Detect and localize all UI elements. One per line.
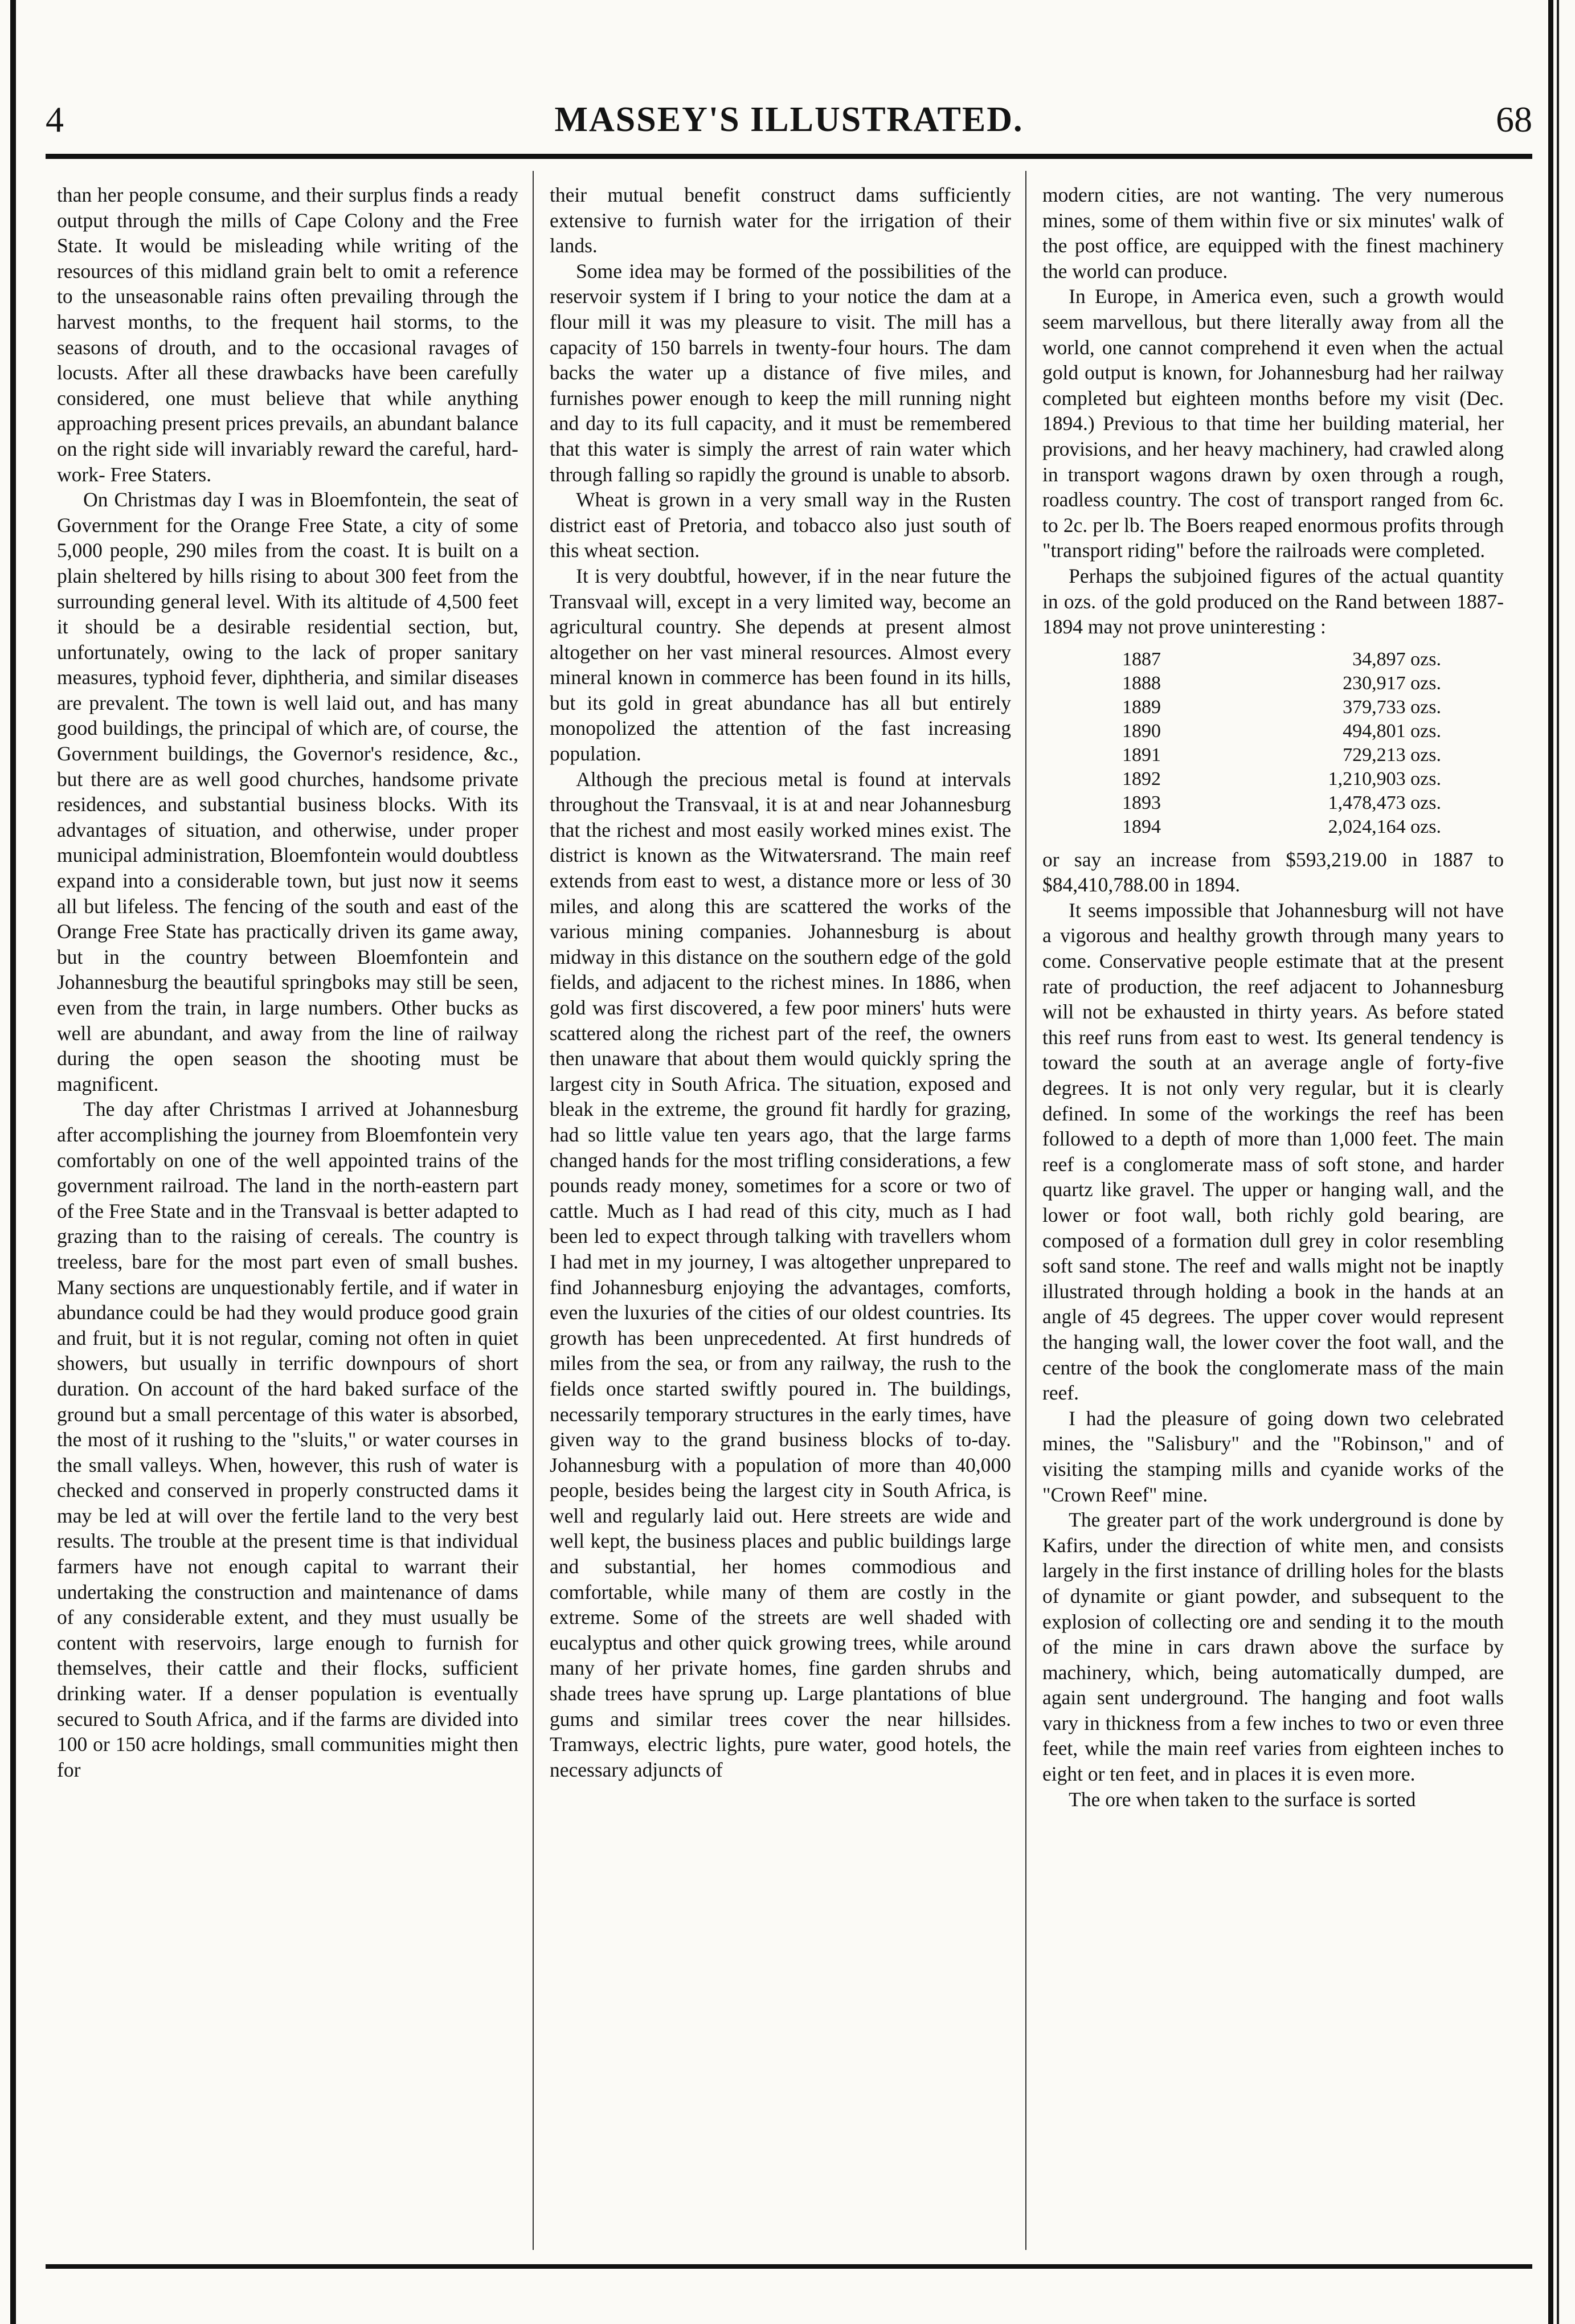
table-amount: 2,024,164 ozs.: [1328, 816, 1441, 837]
page-frame-left: [10, 0, 16, 2324]
table-amount: 230,917 ozs.: [1343, 672, 1441, 694]
table-row: [1122, 767, 1441, 791]
table-amount: 729,213 ozs.: [1343, 744, 1441, 766]
gold-output-table: [1122, 648, 1441, 839]
paragraph: or say an increase from $593,219.00 in 1887 to $84,410,788.00 in 1894.: [1042, 848, 1504, 897]
page-frame-right: [1548, 0, 1553, 2324]
table-year: 1890: [1122, 720, 1161, 742]
column-divider: [533, 171, 534, 2250]
paragraph: The ore when taken to the surface is sorted: [1069, 1787, 1416, 1811]
text-column-2: [550, 182, 1011, 2250]
text-column-1: [57, 182, 518, 2250]
page-number-right: 68: [1496, 99, 1532, 140]
paragraph: their mutual benefit construct dams sufficiently extensive to furnish water for the irrigation of their lands.: [550, 183, 1011, 257]
paragraph: It is very doubtful, however, if in the near future the Transvaal will, except in a very limited way, become an agricultural country. She depends at present almost altogether on her vast mineral resources. Almost every mineral known in commerce has been found in its hills, but its gold in great abundance has all but entirely monopolized the attention of the fast increasing population.: [550, 564, 1011, 766]
table-year: 1892: [1122, 768, 1161, 789]
paragraph: than her people consume, and their surplus finds a ready output through the mills of Cape Colony and the Free State. It would be misleading while writing of the resources of this midland grain belt to omit a reference to the unseasonable rains often prevailing through the harvest months, to the frequent hail storms, to the seasons of drouth, and to the occasional ravages of locusts. After all these drawbacks have been carefully considered, one must believe that while anything approaching present prices prevails, an abundant balance on the right side will invariably reward the careful, hard-work- Free Staters.: [57, 183, 518, 486]
table-row: [1122, 743, 1441, 767]
paragraph: Wheat is grown in a very small way in the Rusten district east of Pretoria, and tobacco also just south of this wheat section.: [550, 488, 1011, 562]
table-year: 1893: [1122, 792, 1161, 813]
table-amount: 34,897 ozs.: [1352, 648, 1441, 670]
page-frame-right-inner: [1557, 0, 1559, 2324]
table-amount: 494,801 ozs.: [1343, 720, 1441, 742]
column-divider: [1025, 171, 1026, 2250]
running-title: MASSEY'S ILLUSTRATED.: [554, 100, 1024, 139]
paragraph: I had the pleasure of going down two celebrated mines, the "Salisbury" and the "Robinson," and of visiting the stamping mills and cyanide works of the "Crown Reef" mine.: [1042, 1406, 1504, 1506]
paragraph: Although the precious metal is found at intervals throughout the Transvaal, it is at and near Johannesburg that the richest and most easily worked mines exist. The district is known as the Witwatersrand. The main reef extends from east to west, a distance more or less of 30 miles, and along this are scattered the works of the various mining companies. Johannesburg is about midway in this distance on the southern edge of the gold fields, and adjacent to the richest mines. In 1886, when gold was first discovered, a few poor miners' huts were scattered along the richest part of the reef, the owners then unaware that about them would quickly spring the largest city in South Africa. The situation, exposed and bleak in the extreme, the ground fit hardly for grazing, had so little value ten years ago, that the large farms changed hands for the most trifling considerations, a few pounds ready money, sometimes for a score or two of cattle. Much as I had read of this city, much as I had been led to expect through talking with travellers whom I had met in my journey, I was altogether unprepared to find Johannesburg enjoying the advantages, comforts, even the luxuries of the cities of our oldest countries. Its growth has been unprecedented. At first hundreds of miles from the sea, or from any railway, the rush to the fields once started swiftly poured in. The buildings, necessarily temporary structures in the early times, have given way to the grand business blocks of to-day. Johannesburg with a population of more than 40,000 people, besides being the largest city in South Africa, is well and regularly laid out. Here streets are wide and well kept, the business places and public buildings large and substantial, her homes commodious and comfortable, while many of them are costly in the extreme. Some of the streets are well shaded with eucalyptus and other quick growing trees, while around many of her private homes, fine garden shrubs and shade trees have sprung up. Large plantations of blue gums and similar trees cover the near hillsides. Tramways, electric lights, pure water, good hotels, the necessary adjuncts of: [550, 767, 1011, 1781]
table-year: 1894: [1122, 816, 1161, 837]
table-amount: 1,478,473 ozs.: [1328, 792, 1441, 813]
table-row: [1122, 672, 1441, 695]
table-year: 1887: [1122, 648, 1161, 670]
paragraph: On Christmas day I was in Bloemfontein, the seat of Government for the Orange Free State, a city of some 5,000 people, 290 miles from the coast. It is built on a plain sheltered by hills rising to about 300 feet from the surrounding general level. With its altitude of 4,500 feet it should be a desirable residential section, but, unfortunately, owing to the lack of proper sanitary measures, typhoid fever, diphtheria, and similar diseases are prevalent. The town is well laid out, and has many good buildings, the principal of which are, of course, the Government buildings, the Governor's residence, &c., but there are as well good churches, handsome private residences, and substantial business blocks. With its advantages of situation, and otherwise, under proper municipal administration, Bloemfontein would doubtless expand into a considerable town, but just now it seems all but lifeless. The fencing of the south and east of the Orange Free State has practically driven its game away, but in the country between Bloemfontein and Johannesburg the beautiful springboks may still be seen, even from the train, in large numbers. Other bucks as well are abundant, and away from the line of railway during the open season the shooting must be magnificent.: [57, 488, 518, 1095]
table-year: 1891: [1122, 744, 1161, 766]
paragraph: It seems impossible that Johannesburg will not have a vigorous and healthy growth through many years to come. Conservative people estimate that at the present rate of production, the reef adjacent to Johannesburg will not be exhausted in thirty years. As before stated this reef runs from east to west. Its general tendency is toward the south at an average angle of forty-five degrees. It is not only very regular, but it is clearly defined. In some of the workings the reef has been followed to a depth of more than 1,000 feet. The main reef is a conglomerate mass of soft stone, and harder quartz like gravel. The upper or hanging wall, and the lower or foot wall, both richly gold bearing, are composed of a formation dull grey in color resembling soft sand stone. The reef and walls might not be inaptly illustrated through holding a book in the hands at an angle of 45 degrees. The upper cover would represent the hanging wall, the lower cover the foot wall, and the centre of the book the conglomerate mass of the main reef.: [1042, 898, 1504, 1405]
table-amount: 379,733 ozs.: [1343, 696, 1441, 718]
page-number-left: 4: [46, 99, 64, 140]
table-year: 1889: [1122, 696, 1161, 718]
table-year: 1888: [1122, 672, 1161, 694]
page-header: [46, 85, 1532, 154]
table-amount: 1,210,903 ozs.: [1328, 768, 1441, 789]
table-row: [1122, 719, 1441, 743]
paragraph: The day after Christmas I arrived at Johannesburg after accomplishing the journey from Bloemfontein very comfortably on one of the well appointed trains of the government railroad. The land in the north-eastern part of the Free State and in the Transvaal is better adapted to grazing than to the raising of cereals. The country is treeless, bare for the most part even of small bushes. Many sections are unquestionably fertile, and if water in abundance could be had they would produce good grain and fruit, but it is not regular, coming not often in quiet showers, but usually in terrific downpours of short duration. On account of the hard baked surface of the ground but a small percentage of this water is absorbed, the most of it rushing to the "sluits," or water courses in the small valleys. When, however, this rush of water is checked and conserved in properly constructed dams it may be led at will over the fertile land to the very best results. The trouble at the present time is that individual farmers have not enough capital to warrant their undertaking the construction and maintenance of dams of any considerable extent, and they must usually be content with reservoirs, large enough to furnish for themselves, their cattle and their flocks, sufficient drinking water. If a denser population is eventually secured to South Africa, and if the farms are divided into 100 or 150 acre holdings, small communities might then for: [57, 1098, 518, 1781]
table-row: [1122, 695, 1441, 719]
paragraph: Some idea may be formed of the possibilities of the reservoir system if I bring to your notice the dam at a flour mill it was my pleasure to visit. The mill has a capacity of 150 barrels in twenty-four hours. The dam backs the water up a distance of five miles, and furnishes power enough to keep the mill running night and day to its full capacity, and it must be remembered that this water is simply the arrest of rain water which through falling so rapidly the ground is unable to absorb.: [550, 259, 1011, 486]
footer-rule: [46, 2264, 1532, 2269]
paragraph: In Europe, in America even, such a growth would seem marvellous, but there literally away from all the world, one cannot comprehend it even when the actual gold output is known, for Johannesburg had her railway completed but eighteen months before my visit (Dec. 1894.) Previous to that time her building material, her provisions, and her heavy machinery, had crawled along in transport wagons drawn by oxen through a rough, roadless country. The cost of transport ranged from 6c. to 2c. per lb. The Boers reaped enormous profits through "transport riding" before the railroads were completed.: [1042, 285, 1504, 562]
text-column-3: [1042, 182, 1504, 2250]
paragraph: modern cities, are not wanting. The very numerous mines, some of them within five or six minutes' walk of the post office, are equipped with the finest machinery the world can produce.: [1042, 183, 1504, 283]
paragraph: Perhaps the subjoined figures of the actual quantity in ozs. of the gold produced on the Rand between 1887-1894 may not prove uninteresting :: [1042, 564, 1504, 639]
table-row: [1122, 791, 1441, 815]
paragraph: The greater part of the work underground is done by Kafirs, under the direction of white men, and consists largely in the first instance of drilling holes for the blasts of dynamite or giant powder, and subsequent to the explosion of collecting ore and sending it to the mouth of the mine in cars drawn above the surface by machinery, which, being automatically dumped, are again sent underground. The hanging and foot walls vary in thickness from a few inches to two or even three feet, while the main reef varies from eighteen inches to eight or ten feet, and in places it is even more.: [1042, 1508, 1504, 1786]
table-row: [1122, 815, 1441, 839]
header-rule: [46, 154, 1532, 159]
table-row: [1122, 648, 1441, 672]
